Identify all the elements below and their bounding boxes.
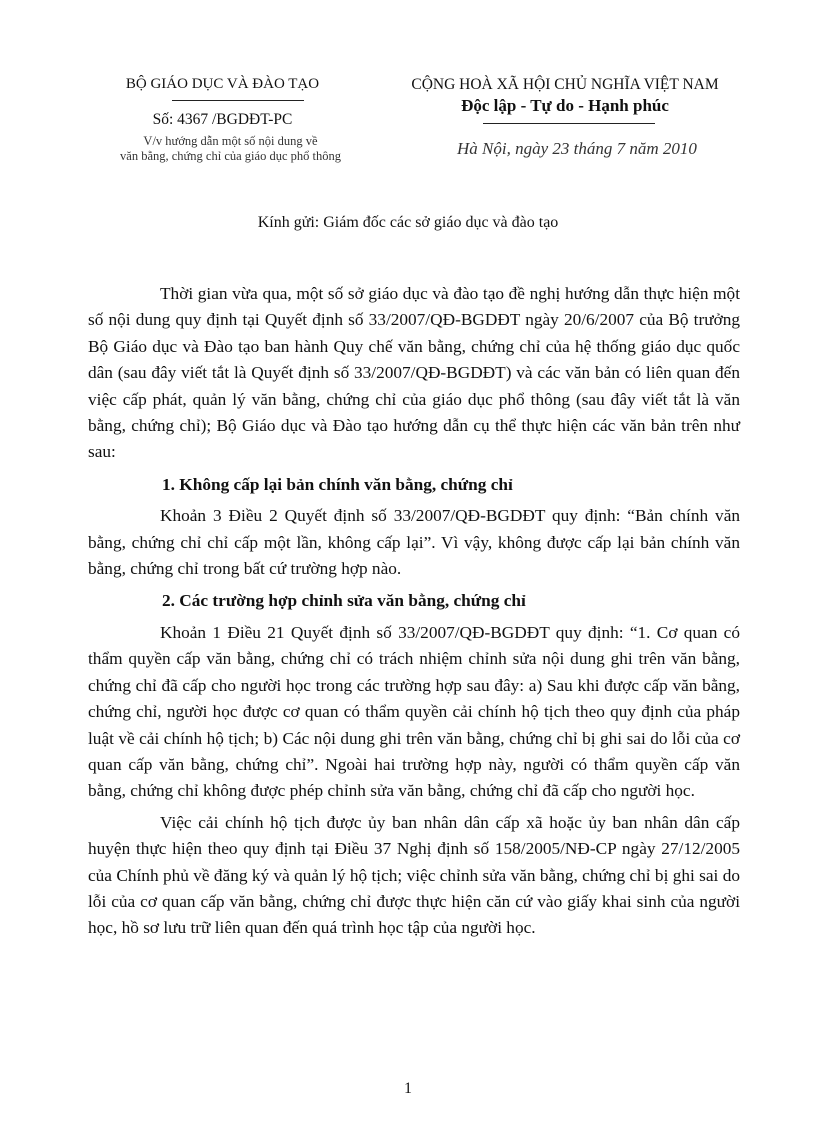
document-number: Số: 4367 /BGDĐT-PC: [152, 111, 293, 128]
header-rule-right: [483, 123, 655, 124]
ministry-name: BỘ GIÁO DỤC VÀ ĐÀO TẠO: [125, 76, 320, 92]
subject-line-2: văn bằng, chứng chỉ của giáo dục phổ thông: [120, 149, 341, 163]
section-2-paragraph-1: Khoản 1 Điều 21 Quyết định số 33/2007/QĐ-BGDĐT quy định: “1. Cơ quan có thẩm quyền cấp văn bằng, chứng chỉ có trách nhiệm chỉnh sửa nội dung ghi trên văn bằng, chứng chỉ đã cấp cho người học trong các trường hợp sau đây: a) Sau khi được cấp văn bằng, chứng chỉ, người học được cơ quan có thẩm quyền cải chính hộ tịch theo quy định của pháp luật về cải chính hộ tịch; b) Các nội dung ghi trên văn bằng, chứng chỉ bị ghi sai do lỗi của cơ quan cấp văn bằng, chứng chỉ”. Ngoài hai trường hợp này, người có thẩm quyền cấp văn bằng, chứng chỉ không được phép chỉnh sửa văn bằng, chứng chỉ đã cấp cho người học.: [88, 622, 740, 801]
subject-line: [88, 134, 373, 164]
subject-line-1: V/v hướng dẫn một số nội dung về: [143, 134, 318, 148]
header-rule-left: [172, 100, 304, 101]
page-number: 1: [404, 1080, 412, 1097]
section-2-heading: 2. Các trường hợp chỉnh sửa văn bằng, chứng chỉ: [162, 591, 526, 611]
republic-title: CỘNG HOÀ XÃ HỘI CHỦ NGHĨA VIỆT NAM: [411, 76, 719, 93]
section-2-paragraph-2: Việc cải chính hộ tịch được ủy ban nhân dân cấp xã hoặc ủy ban nhân dân cấp huyện thực hiện theo quy định tại Điều 37 Nghị định số 158/2005/NĐ-CP ngày 27/12/2005 của Chính phủ về đăng ký và quản lý hộ tịch; việc chỉnh sửa văn bằng, chứng chỉ bị ghi sai do lỗi của cơ quan cấp văn bằng, chứng chỉ được thực hiện căn cứ vào giấy khai sinh của người học, hồ sơ lưu trữ liên quan đến quá trình học tập của người học.: [88, 812, 740, 938]
section-1-paragraph: Khoản 3 Điều 2 Quyết định số 33/2007/QĐ-BGDĐT quy định: “Bản chính văn bằng, chứng chỉ chỉ cấp một lần, không cấp lại”. Vì vậy, không được cấp lại bản chính văn bằng, chứng chỉ trong bất cứ trường hợp nào.: [88, 506, 740, 579]
national-motto: Độc lập - Tự do - Hạnh phúc: [461, 96, 669, 115]
section-1-heading: 1. Không cấp lại bản chính văn bằng, chứng chỉ: [162, 474, 513, 494]
intro-paragraph: Thời gian vừa qua, một số sở giáo dục và đào tạo đề nghị hướng dẫn thực hiện một số nội dung quy định tại Quyết định số 33/2007/QĐ-BGDĐT ngày 20/6/2007 của Bộ trưởng Bộ Giáo dục và Đào tạo ban hành Quy chế văn bằng, chứng chỉ của hệ thống giáo dục quốc dân (sau đây viết tắt là Quyết định số 33/2007/QĐ-BGDĐT) và các văn bản có liên quan đến việc cấp phát, quản lý văn bằng, chứng chỉ của giáo dục phổ thông (sau đây viết tắt là văn bằng, chứng chỉ); Bộ Giáo dục và Đào tạo hướng dẫn cụ thể thực hiện các văn bản trên như sau:: [88, 284, 740, 462]
document-body: [88, 281, 740, 942]
recipient-line: Kính gửi: Giám đốc các sở giáo dục và đào tạo: [257, 214, 559, 231]
dateline: Hà Nội, ngày 23 tháng 7 năm 2010: [457, 139, 697, 158]
